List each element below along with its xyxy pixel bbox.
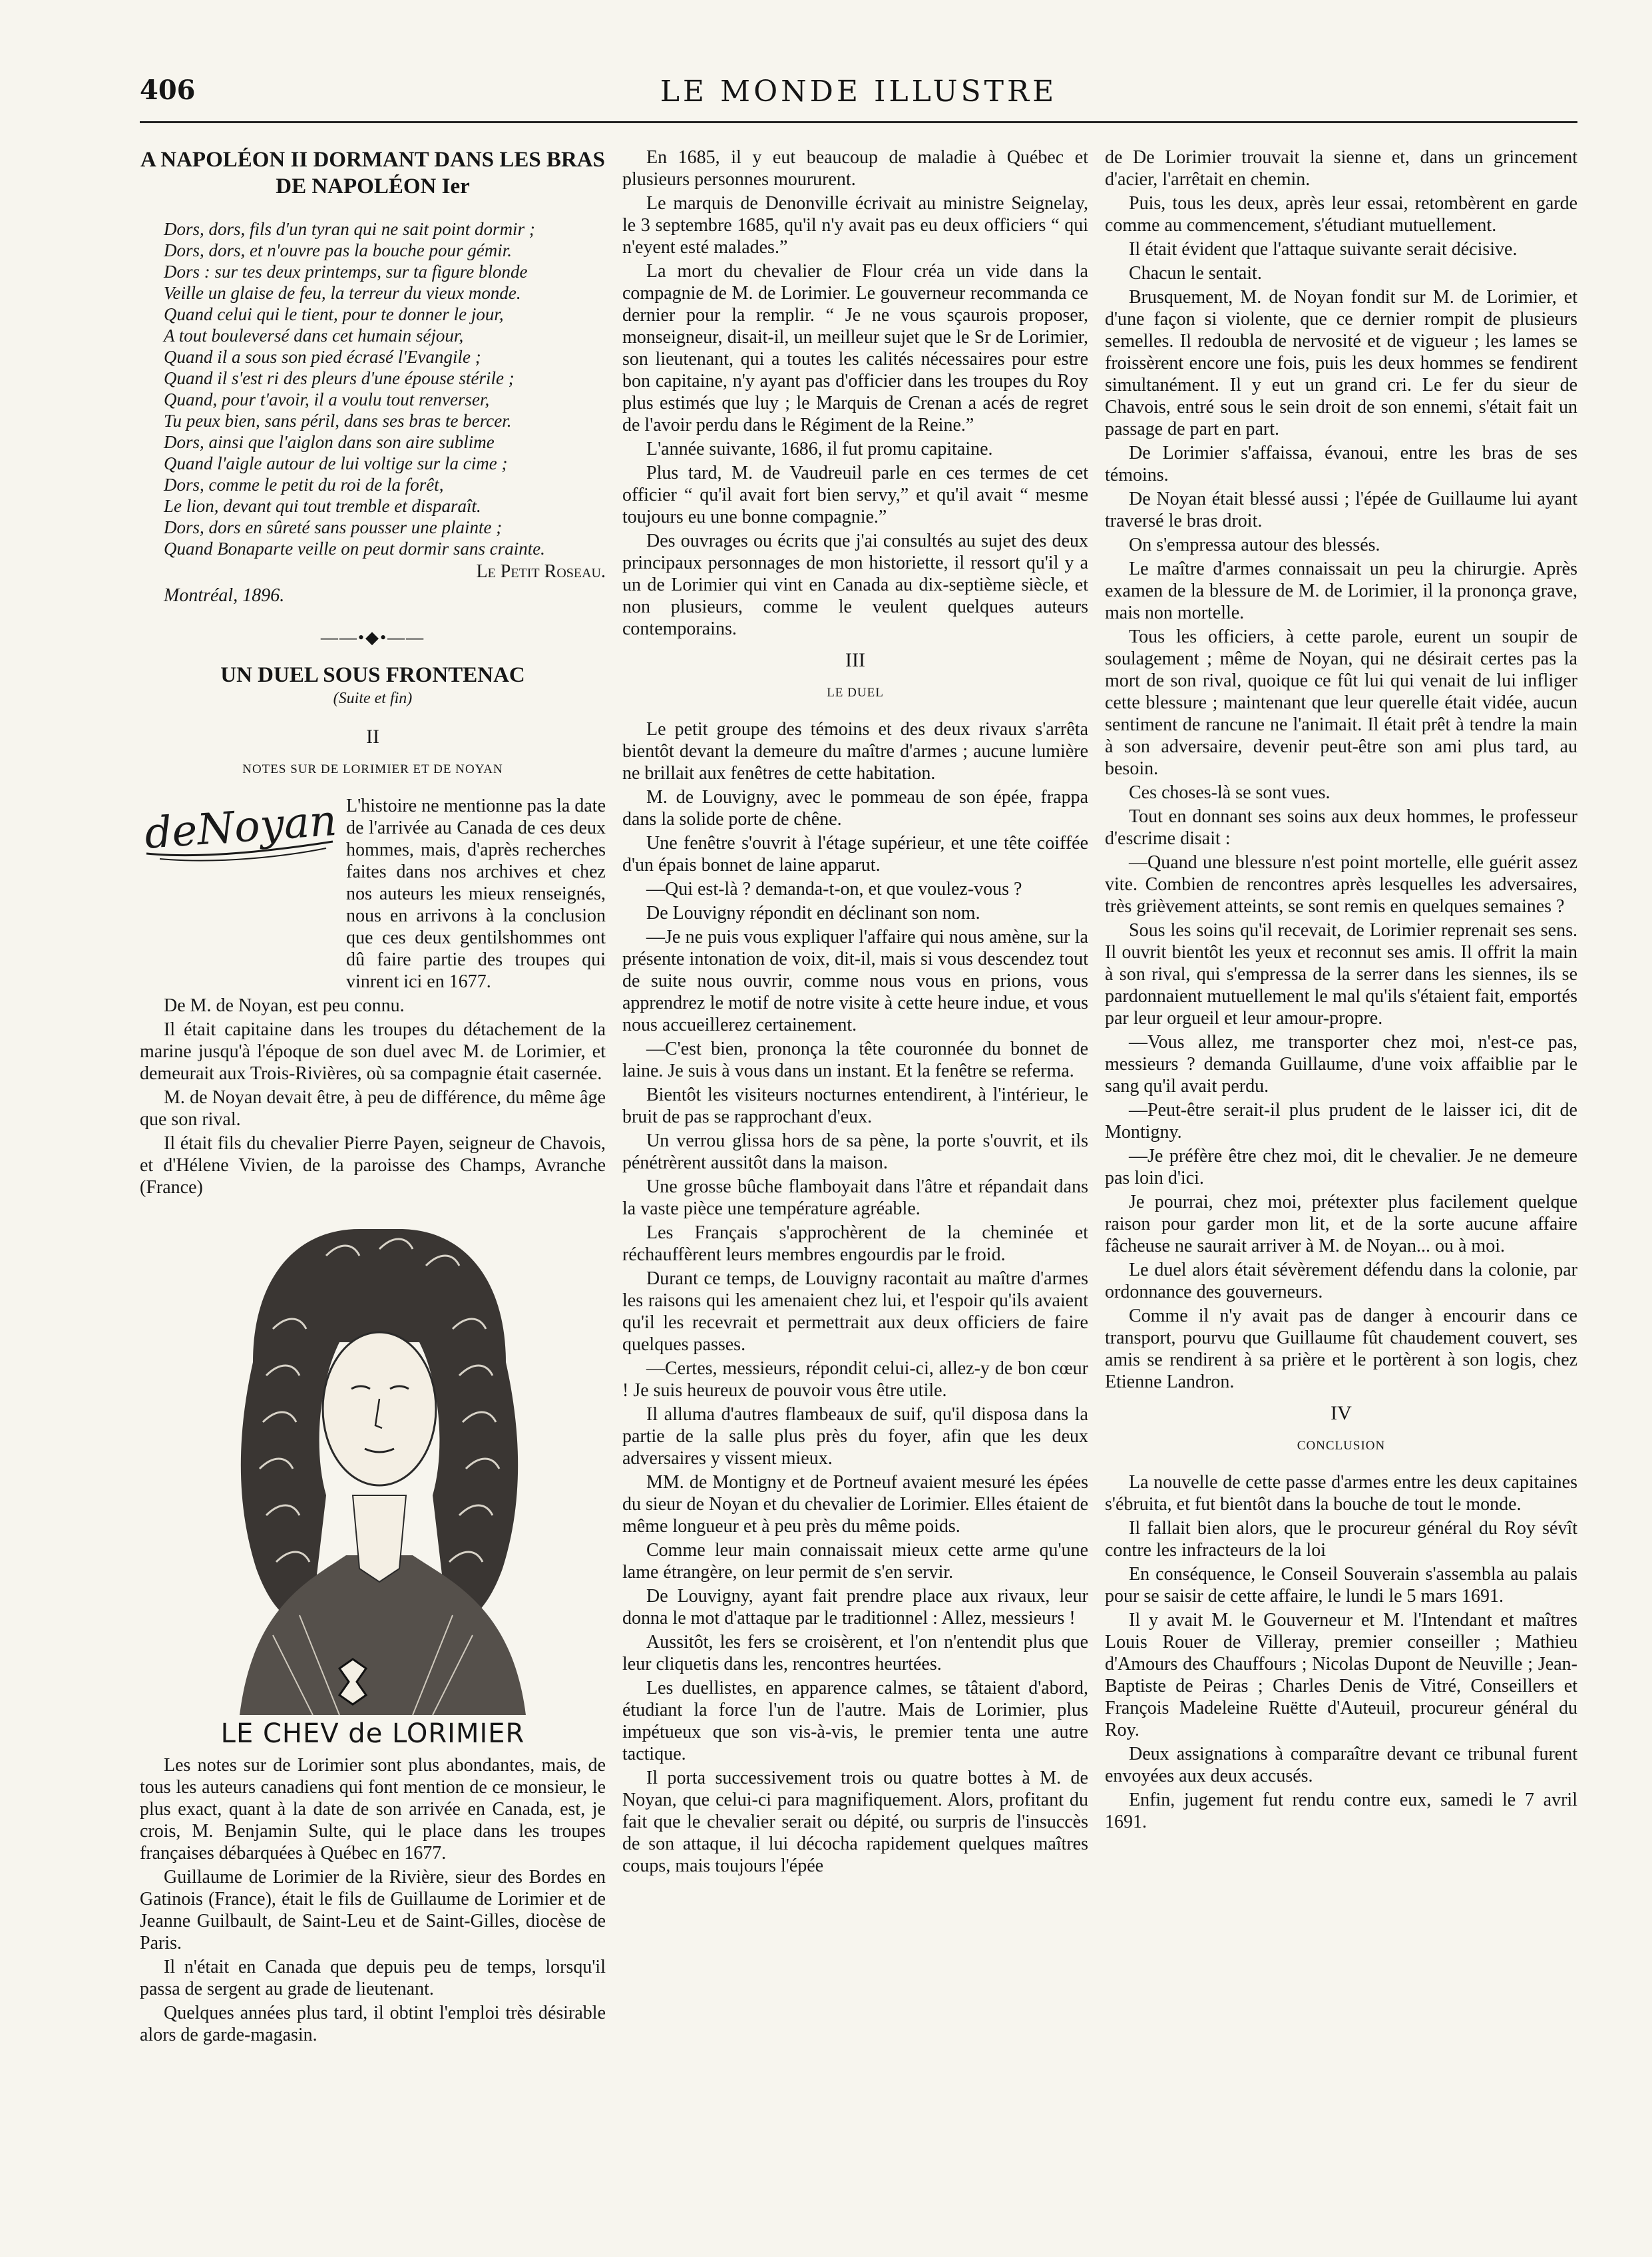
paragraph: Comme il n'y avait pas de danger à encourir dans ce transport, pourvu que Guillaume fût chaudement couvert, ses amis se rendirent à sa prière et le portèrent à son logis, chez Etienne Landron. xyxy=(1105,1306,1577,1392)
paragraph: Durant ce temps, de Louvigny racontait au maître d'armes les raisons qui les amenaient chez lui, et l'espoir qu'ils avaient qu'il les recevrait et permettrait aux deux officiers de faire quelques passes. xyxy=(622,1268,1088,1355)
paragraph: De Noyan était blessé aussi ; l'épée de Guillaume lui ayant traversé le bras droit. xyxy=(1105,489,1577,531)
paragraph: Le petit groupe des témoins et des deux rivaux s'arrêta bientôt devant la demeure du maître d'armes ; aucune lumière ne brillait aux fenêtres de cette habitation. xyxy=(622,719,1088,784)
paragraph: Sous les soins qu'il recevait, de Lorimier reprenait ses sens. Il ouvrit bientôt les yeux et reconnut ses amis. Il offrit la main à son rival, qui s'empressa de la serrer dans les siennes, ils se pardonnaient mutuellement le mal qu'ils s'étaient fait, emportés par leur orgueil et leur amour-propre. xyxy=(1105,920,1577,1029)
poem-line: Tu peux bien, sans péril, dans ses bras te bercer. xyxy=(164,411,512,431)
poem-title: A NAPOLÉON II DORMANT DANS LES BRAS DE NAPOLÉON Ier xyxy=(140,148,605,198)
paragraph: de De Lorimier trouvait la sienne et, dans un grincement d'acier, l'arrêtait en chemin. xyxy=(1105,147,1577,190)
poem-line: Dors, dors, fils d'un tyran qui ne sait point dormir ; xyxy=(164,219,535,239)
section-numeral-4: IV xyxy=(1331,1402,1352,1424)
poem-line: Quand l'aigle autour de lui voltige sur la cime ; xyxy=(164,453,508,473)
poem-line: Dors, dors en sûreté sans pousser une plainte ; xyxy=(164,517,503,537)
section-heading-conclusion: CONCLUSION xyxy=(1297,1439,1386,1453)
paragraph: Les duellistes, en apparence calmes, se tâtaient d'abord, étudiant la force l'un de l'autre. Mais de Lorimier, plus impétueux que son vis-à-vis, le premier tenta une autre tactique. xyxy=(622,1678,1088,1764)
article-title: UN DUEL SOUS FRONTENAC xyxy=(220,663,525,687)
section-heading-notes: NOTES SUR DE LORIMIER ET DE NOYAN xyxy=(242,762,503,776)
paragraph: Les notes sur de Lorimier sont plus abondantes, mais, de tous les auteurs canadiens qui font mention de ce monsieur, le plus exact, quant à la date de son arrivée en Canada, est, je crois, M. Benjamin Sulte, qui le place dans les troupes françaises débarquées à Québec en 1677. xyxy=(140,1755,606,1864)
paragraph: Comme leur main connaissait mieux cette arme qu'une lame étrangère, on leur permit de s'en servir. xyxy=(622,1540,1088,1583)
poem-line: Quand celui qui le tient, pour te donner le jour, xyxy=(164,304,504,324)
paragraph: De Lorimier s'affaissa, évanoui, entre les bras de ses témoins. xyxy=(1105,443,1577,485)
journal-title: LE MONDE ILLUSTRE xyxy=(660,75,1058,109)
poem-line: Dors : sur tes deux printemps, sur ta figure blonde xyxy=(164,262,528,282)
paragraph: En 1685, il y eut beaucoup de maladie à Québec et plusieurs personnes moururent. xyxy=(622,147,1088,190)
section-numeral-2: II xyxy=(366,726,379,748)
paragraph: Une grosse bûche flamboyait dans l'âtre et répandait dans la vaste pièce une température agréable. xyxy=(622,1176,1088,1219)
paragraph: Le maître d'armes connaissait un peu la chirurgie. Après examen de la blessure de M. de Lorimier, il la prononça grave, mais non mortelle. xyxy=(1105,559,1577,623)
paragraph: Il n'était en Canada que depuis peu de temps, lorsqu'il passa de sergent au grade de lieutenant. xyxy=(140,1957,606,1999)
paragraph: Je pourrai, chez moi, prétexter plus facilement quelque raison pour garder mon lit, et de la sorte aucune affaire fâcheuse ne saurait arriver à M. de Noyan... ou à moi. xyxy=(1105,1192,1577,1256)
poem-line: Veille un glaise de feu, la terreur du vieux monde. xyxy=(164,283,521,303)
autograph-block xyxy=(140,795,606,995)
poem-line: Quand il a sous son pied écrasé l'Evangile ; xyxy=(164,347,481,367)
paragraph: Il était évident que l'attaque suivante serait décisive. xyxy=(1129,239,1518,260)
poem-line: Quand, pour t'avoir, il a voulu tout renverser, xyxy=(164,389,490,409)
paragraph: Il y avait M. le Gouverneur et M. l'Intendant et maîtres Louis Rouer de Villeray, premier conseiller ; Mathieu d'Amours des Chauffours ; Nicolas Dupont de Neuville ; Jean-Baptiste de Peiras ; Charles Denis de Vitré, Conseillers et François Madeleine Ruëtte d'Auteuil, procureur général du Roy. xyxy=(1105,1610,1577,1740)
paragraph: Le duel alors était sévèrement défendu dans la colonie, par ordonnance des gouverneurs. xyxy=(1105,1260,1577,1302)
paragraph: Bientôt les visiteurs nocturnes entendirent, à l'intérieur, le bruit de pas se rapprochant d'eux. xyxy=(622,1085,1088,1127)
paragraph: L'histoire ne mentionne pas la date de l'arrivée au Canada de ces deux hommes, mais, d'après recherches faites dans nos archives et chez nos auteurs les mieux renseignés, nous en arrivons à la conclusion que ces deux gentilshommes ont dû faire partie des troupes qui vinrent ici en 1677. xyxy=(346,796,606,992)
page-header xyxy=(140,75,1577,123)
poem-line: Quand Bonaparte veille on peut dormir sans crainte. xyxy=(164,539,545,559)
noyan-autograph xyxy=(140,795,339,868)
paragraph: Brusquement, M. de Noyan fondit sur M. de Lorimier, et d'une façon si violente, que ce dernier rompit de plusieurs semelles. Il redoubla de nervosité et de vigueur ; les lames se froissèrent encore une fois, puis les deux hommes se fendirent simultanément. Il y eut un grand cri. Le fer du sieur de Chavois, entré sous le sein droit de son ennemi, s'était fait un passage de part en part. xyxy=(1105,287,1577,439)
portrait-caption: LE CHEV de LORIMIER xyxy=(220,1718,525,1749)
autograph-text: deNoyan xyxy=(142,796,339,859)
paragraph: Enfin, jugement fut rendu contre eux, samedi le 7 avril 1691. xyxy=(1105,1790,1577,1832)
section-ornament: ——•◆•—— xyxy=(320,628,425,647)
paragraph: De Louvigny, ayant fait prendre place aux rivaux, leur donna le mot d'attaque par le traditionnel : Allez, messieurs ! xyxy=(622,1586,1088,1629)
paragraph: —Certes, messieurs, répondit celui-ci, allez-y de bon cœur ! Je suis heureux de pouvoir vous être utile. xyxy=(622,1358,1088,1401)
poem-line: Quand il s'est ri des pleurs d'une épouse stérile ; xyxy=(164,368,515,388)
column-2 xyxy=(622,146,1088,1879)
paragraph: Quelques années plus tard, il obtint l'emploi très désirable alors de garde-magasin. xyxy=(140,2003,606,2045)
paragraph: —Peut-être serait-il plus prudent de le laisser ici, dit de Montigny. xyxy=(1105,1100,1577,1142)
paragraph: —Je ne puis vous expliquer l'affaire qui nous amène, sur la présente intonation de voix, dit-il, mais si vous descendez tout de suite nous ouvrir, comme nous vous en prions, vous apprendrez le motif de notre visite à cette heure indue, et vous nous accueillerez certainement. xyxy=(622,927,1088,1035)
paragraph: Le marquis de Denonville écrivait au ministre Seignelay, le 3 septembre 1685, qu'il n'y avait pas eu deux officiers “ qui n'eyent esté malades.” xyxy=(622,193,1088,258)
paragraph: —Je préfère être chez moi, dit le chevalier. Je ne demeure pas loin d'ici. xyxy=(1105,1146,1577,1188)
paragraph: La nouvelle de cette passe d'armes entre les deux capitaines s'ébruita, et fut bientôt dans la bouche de tout le monde. xyxy=(1105,1472,1577,1515)
paragraph: Plus tard, M. de Vaudreuil parle en ces termes de cet officier “ qu'il avait fort bien servy,” et qu'il avait “ mesme toujours eu une bonne compagnie.” xyxy=(622,463,1088,527)
paragraph: —C'est bien, prononça la tête couronnée du bonnet de laine. Je suis à vous dans un instant. Et la fenêtre se referma. xyxy=(622,1039,1088,1081)
paragraph: La mort du chevalier de Flour créa un vide dans la compagnie de M. de Lorimier. Le gouverneur recommanda ce dernier pour la remplir. “ Je ne vous sçaurois proposer, monseigneur, disait-il, un meilleur sujet que le Sr de Lorimier, son lieutenant, qui a toutes les calités nécessaires pour estre bon capitaine, n'y ayant pas d'officier dans les troupes du Roy plus estimés que luy ; le Marquis de Crenan a acés de regret de l'avoir perdu dans le Régiment de la Reine.” xyxy=(622,261,1088,435)
section-heading-duel: LE DUEL xyxy=(827,686,884,700)
poem-line: A tout bouleversé dans cet humain séjour, xyxy=(164,326,464,346)
paragraph: Tous les officiers, à cette parole, eurent un soupir de soulagement ; même de Noyan, qui ne désirait certes pas la mort de son rival, quoique ce fût lui qui venait de lui infliger cette blessure ; maintenant que leur querelle était vidée, aucun sentiment de rancune ne l'animait. Il était prêt à tendre la main à son adversaire, devenir peut-être son ami plus tard, au besoin. xyxy=(1105,627,1577,779)
poem-dateline: Montréal, 1896. xyxy=(164,585,285,606)
poem-line: Le lion, devant qui tout tremble et disparaît. xyxy=(164,496,481,516)
paragraph: —Qui est-là ? demanda-t-on, et que voulez-vous ? xyxy=(646,879,1022,899)
paragraph: Tout en donnant ses soins aux deux hommes, le professeur d'escrime disait : xyxy=(1105,806,1577,849)
column-3 xyxy=(1105,146,1577,1835)
poem-verses xyxy=(140,220,606,559)
paragraph: M. de Louvigny, avec le pommeau de son épée, frappa dans la solide porte de chêne. xyxy=(622,787,1088,830)
paragraph: M. de Noyan devait être, à peu de différence, du même âge que son rival. xyxy=(140,1087,606,1130)
poem-line: Dors, ainsi que l'aiglon dans son aire sublime xyxy=(164,432,495,452)
paragraph: Un verrou glissa hors de sa pène, la porte s'ouvrit, et ils pénétrèrent aussitôt dans la maison. xyxy=(622,1130,1088,1173)
lorimier-portrait xyxy=(140,1209,606,1715)
paragraph: Aussitôt, les fers se croisèrent, et l'on n'entendit plus que leur cliquetis dans les, rencontres heurtées. xyxy=(622,1632,1088,1674)
paragraph: Il porta successivement trois ou quatre bottes à M. de Noyan, que celui-ci para magnifiquement. Alors, profitant du fait que le chevalier serait ou dépité, ou surpris de l'insuccès de son attaque, il lui décocha rapidement quelques maîtres coups, mais toujours l'épée xyxy=(622,1768,1088,1876)
paragraph: On s'empressa autour des blessés. xyxy=(1129,535,1380,555)
article-subtitle: (Suite et fin) xyxy=(333,690,413,707)
paragraph: Deux assignations à comparaître devant ce tribunal furent envoyées aux deux accusés. xyxy=(1105,1744,1577,1786)
paragraph: Les Français s'approchèrent de la cheminée et réchauffèrent leurs membres engourdis par le froid. xyxy=(622,1222,1088,1265)
paragraph: MM. de Montigny et de Portneuf avaient mesuré les épées du sieur de Noyan et du chevalier de Lorimier. Elles étaient de même longueur et à peu près du même poids. xyxy=(622,1472,1088,1537)
paragraph: Il était fils du chevalier Pierre Payen, seigneur de Chavois, et d'Hélene Vivien, de la paroisse des Champs, Avranche (France) xyxy=(140,1133,606,1198)
paragraph: —Quand une blessure n'est point mortelle, elle guérit assez vite. Combien de rencontres après lesquelles les adversaires, très grièvement atteints, se sont remis en quelques semaines ? xyxy=(1105,852,1577,917)
paragraph: Il était capitaine dans les troupes du détachement de la marine jusqu'à l'époque de son duel avec M. de Lorimier, et demeurait aux Trois-Rivières, où sa compagnie était casernée. xyxy=(140,1019,606,1084)
poem-signature: Le Petit Roseau. xyxy=(476,561,606,582)
paragraph: Ces choses-là se sont vues. xyxy=(1129,782,1331,803)
paragraph: Guillaume de Lorimier de la Rivière, sieur des Bordes en Gatinois (France), était le fils de Guillaume de Lorimier et de Jeanne Guilbault, de Saint-Leu et de Saint-Gilles, diocèse de Paris. xyxy=(140,1867,606,1953)
paragraph: L'année suivante, 1686, il fut promu capitaine. xyxy=(646,439,993,459)
page-number: 406 xyxy=(140,75,196,106)
column-1 xyxy=(140,146,606,2048)
section-numeral-3: III xyxy=(845,649,865,671)
paragraph: De Louvigny répondit en déclinant son nom. xyxy=(646,903,980,923)
paragraph: Puis, tous les deux, après leur essai, retombèrent en garde comme au commencement, s'étudiant mutuellement. xyxy=(1105,193,1577,236)
paragraph: En conséquence, le Conseil Souverain s'assembla au palais pour se saisir de cette affaire, le lundi le 5 mars 1691. xyxy=(1105,1564,1577,1607)
paragraph: Chacun le sentait. xyxy=(1129,263,1262,284)
poem-line: Dors, dors, et n'ouvre pas la bouche pour gémir. xyxy=(164,240,512,260)
paragraph: Il alluma d'autres flambeaux de suif, qu'il disposa dans la partie de la salle plus près du foyer, afin que les deux adversaires y vissent mieux. xyxy=(622,1404,1088,1469)
paragraph: Une fenêtre s'ouvrit à l'étage supérieur, et une tête coiffée d'un épais bonnet de laine apparut. xyxy=(622,833,1088,876)
paragraph: Des ouvrages ou écrits que j'ai consultés au sujet des deux principaux personnages de mon historiette, il ressort qu'il y a un de Lorimier qui vint en Canada au dix-septième siècle, et non plusieurs, comme le veulent quelques auteurs contemporains. xyxy=(622,531,1088,639)
paragraph: Il fallait bien alors, que le procureur général du Roy sévît contre les infracteurs de la loi xyxy=(1105,1518,1577,1561)
paragraph: —Vous allez, me transporter chez moi, n'est-ce pas, messieurs ? demanda Guillaume, d'une voix affaiblie par le sang qu'il avait perdu. xyxy=(1105,1032,1577,1097)
paragraph: De M. de Noyan, est peu connu. xyxy=(164,995,405,1016)
portrait-engraving xyxy=(140,1209,606,1715)
poem-line: Dors, comme le petit du roi de la forêt, xyxy=(164,475,444,495)
